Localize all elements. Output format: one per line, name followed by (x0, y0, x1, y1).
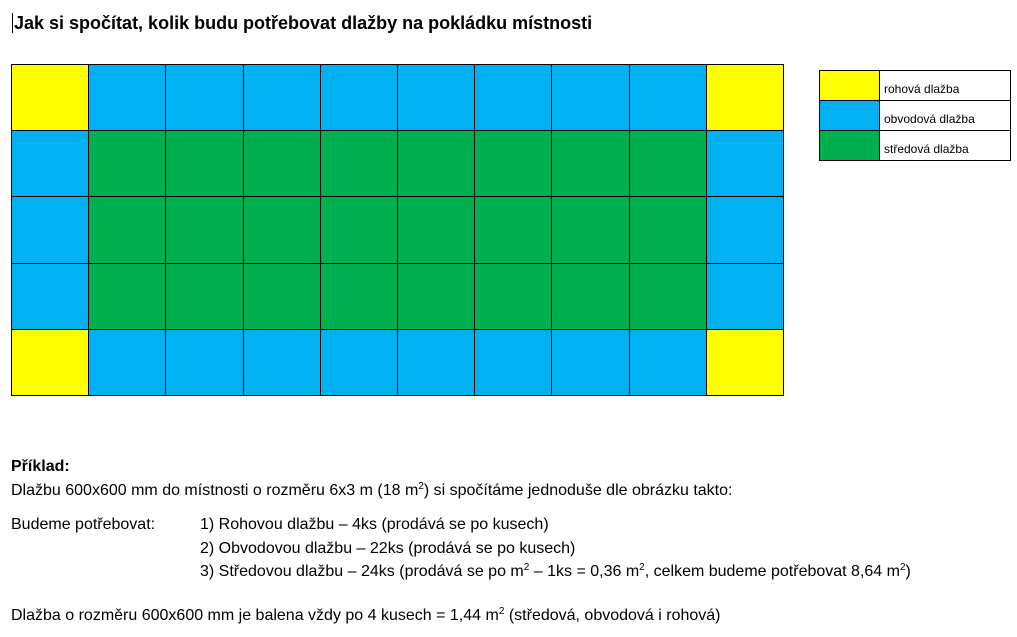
center-tile (244, 197, 321, 263)
center-tile (398, 131, 475, 197)
center-tile (244, 131, 321, 197)
package-info (11, 606, 721, 626)
edge-tile (398, 65, 475, 131)
list-item-center (200, 562, 911, 582)
edge-tile (321, 65, 398, 131)
center-swatch-icon (820, 131, 880, 160)
edge-tile (244, 65, 321, 131)
intro-text-b: ) si spočítáme jednoduše dle obrázku takto: (423, 482, 733, 499)
edge-tile (12, 264, 89, 330)
legend (819, 70, 1011, 161)
corner-tile (707, 330, 784, 396)
center-tile (398, 264, 475, 330)
example-heading: Příklad: (11, 458, 70, 475)
corner-tile (12, 65, 89, 131)
center-tile (166, 264, 243, 330)
center-tile (321, 264, 398, 330)
center-tile (321, 131, 398, 197)
edge-tile (12, 131, 89, 197)
center-tile (552, 131, 629, 197)
tile-layout-diagram (11, 64, 784, 396)
legend-row-center (820, 131, 1011, 161)
edge-tile (398, 330, 475, 396)
item3-text-b: – 1ks = 0,36 m (529, 563, 640, 580)
item3-text-c: , celkem budeme potřebovat 8,64 m (644, 563, 900, 580)
intro-text-a: Dlažbu 600x600 mm do místnosti o rozměru 6x3 m (18 m (11, 482, 419, 499)
edge-tile (552, 65, 629, 131)
center-tile (475, 197, 552, 263)
edge-tile (707, 131, 784, 197)
edge-tile (89, 330, 166, 396)
edge-tile (707, 197, 784, 263)
edge-tile (166, 65, 243, 131)
page-title: Jak si spočítat, kolik budu potřebovat dlažby na pokládku místnosti (14, 13, 593, 33)
legend-label-center: středová dlažba (884, 142, 969, 156)
edge-tile (630, 65, 707, 131)
center-tile (552, 197, 629, 263)
center-tile (630, 131, 707, 197)
edge-tile (475, 65, 552, 131)
item3-text-a: 3) Středovou dlažbu – 24ks (prodává se po m (200, 563, 524, 580)
item3-superscript-2: 2 (639, 562, 645, 573)
edge-tile (12, 197, 89, 263)
edge-tile (552, 330, 629, 396)
need-label: Budeme potřebovat: (11, 516, 156, 533)
item3-superscript-3: 2 (899, 562, 906, 573)
center-tile (89, 264, 166, 330)
center-tile (398, 197, 475, 263)
intro-superscript: 2 (418, 481, 424, 492)
legend-row-corner (820, 71, 1011, 101)
list-item-corner: 1) Rohovou dlažbu – 4ks (prodává se po kusech) (200, 516, 549, 533)
center-tile (89, 197, 166, 263)
corner-tile (707, 65, 784, 131)
center-tile (244, 264, 321, 330)
footer-text-a: Dlažba o rozměru 600x600 mm je balena vždy po 4 kusech = 1,44 m (11, 607, 499, 624)
legend-label-edge: obvodová dlažba (884, 112, 975, 126)
center-tile (89, 131, 166, 197)
edge-tile (166, 330, 243, 396)
center-tile (630, 264, 707, 330)
footer-superscript: 2 (498, 606, 505, 617)
corner-tile (12, 330, 89, 396)
center-tile (475, 131, 552, 197)
center-tile (166, 197, 243, 263)
edge-tile (89, 65, 166, 131)
edge-tile (321, 330, 398, 396)
legend-label-corner: rohová dlažba (884, 82, 960, 96)
footer-text-b: (středová, obvodová i rohová) (504, 607, 721, 624)
center-tile (475, 264, 552, 330)
corner-swatch-icon (820, 71, 880, 100)
item3-superscript-1: 2 (523, 562, 530, 573)
edge-tile (630, 330, 707, 396)
edge-tile (475, 330, 552, 396)
list-item-edge: 2) Obvodovou dlažbu – 22ks (prodává se po kusech) (200, 540, 576, 557)
center-tile (552, 264, 629, 330)
item3-text-d: ) (905, 563, 911, 580)
center-tile (166, 131, 243, 197)
edge-swatch-icon (820, 101, 880, 130)
edge-tile (707, 264, 784, 330)
legend-row-edge (820, 101, 1011, 131)
center-tile (630, 197, 707, 263)
example-intro (11, 481, 732, 501)
center-tile (321, 197, 398, 263)
edge-tile (244, 330, 321, 396)
